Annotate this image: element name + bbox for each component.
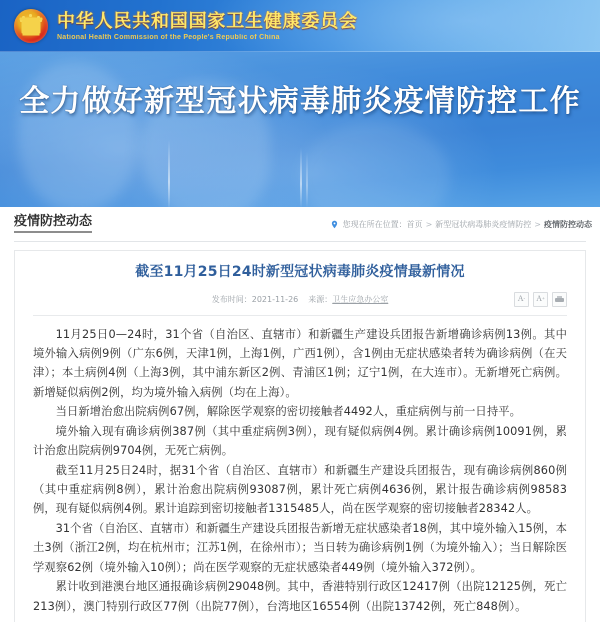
article-title: 截至11月25日24时新型冠状病毒肺炎疫情最新情况 [135,264,465,280]
font-decrease-button[interactable] [514,292,529,307]
organization-name-en: National Health Commission of the People's Republic of China [57,33,280,41]
article-paragraph: 累计收到港澳台地区通报确诊病例29048例。其中，香港特别行政区12417例（出院12125例，死亡213例），澳门特别行政区77例（出院77例），台湾地区16554例（出院13742例，死亡848例）。 [33,580,567,613]
article-paragraph: 11月25日0—24时，31个省（自治区、直辖市）和新疆生产建设兵团报告新增确诊病例13例。其中境外输入病例9例（广东6例，天津1例，上海1例，广西1例），含1例由无症状感染者转为确诊病例（在天津）；本土病例4例（上海3例，其中浦东新区2例、青浦区1例；辽宁1例，在大连市）。无新增死亡病例。新增疑似病例2例，均为境外输入病例（均在上海）。 [33,327,567,399]
breadcrumb [330,219,592,230]
breadcrumb-divider [14,241,586,242]
hero-banner [0,52,600,207]
breadcrumb-row [0,207,600,241]
publish-time-label: 发布时间： [211,295,252,305]
hero-light-streak [300,148,302,207]
section-title: 疫情防控动态 [14,215,92,233]
emblem-tiananmen [22,20,41,33]
site-masthead [0,0,600,52]
article-body [33,325,567,616]
font-decrease-sup: - [523,296,526,302]
breadcrumb-item-covid-control[interactable]: 新型冠状病毒肺炎疫情防控 [435,219,532,229]
source-link[interactable]: 卫生应急办公室 [332,295,389,305]
article-paragraph: 当日新增治愈出院病例67例，解除医学观察的密切接触者4492人，重症病例与前一日持平。 [55,405,522,419]
hero-light-streak [168,140,170,207]
printer-icon [555,296,564,303]
font-increase-label: A [536,294,542,304]
article-meta-row [33,292,567,308]
print-button[interactable] [552,292,567,307]
breadcrumb-item-current: 疫情防控动态 [544,219,592,229]
hero-background-shape [300,122,450,207]
article-paragraph: 31个省（自治区、直辖市）和新疆生产建设兵团报告新增无症状感染者18例，其中境外输入15例，本土3例（浙江2例，均在杭州市；江苏1例，在徐州市）；当日转为确诊病例1例（为境外输入）；当日解除医学观察62例（境外输入10例）；尚在医学观察的无症状感染者449例（境外输入372例）。 [33,521,567,574]
hero-title: 全力做好新型冠状病毒肺炎疫情防控工作 [19,84,581,119]
breadcrumb-separator: > [534,219,541,229]
article-tools [514,292,567,307]
publish-date: 2021-11-26 [251,295,299,305]
breadcrumb-separator: > [425,219,433,229]
masthead-text-block [57,12,358,41]
source-label: 来源： [308,295,333,305]
article-card [14,250,586,622]
article-meta [212,294,389,305]
font-decrease-label: A [517,294,524,304]
breadcrumb-item-home[interactable]: 首页 [406,219,423,229]
hero-light-streak [306,152,308,207]
national-emblem-icon [14,9,48,43]
font-increase-button[interactable] [533,292,548,307]
organization-name-cn: 中华人民共和国国家卫生健康委员会 [57,10,358,32]
breadcrumb-prefix: 您现在所在位置： [342,219,407,229]
article-header-divider [33,315,567,316]
article-paragraph: 境外输入现有确诊病例387例（其中重症病例3例），现有疑似病例4例。累计确诊病例10091例，累计治愈出院病例9704例，无死亡病例。 [33,424,567,458]
font-increase-sup: + [541,296,545,302]
location-pin-icon [330,220,339,229]
article-paragraph: 截至11月25日24时，据31个省（自治区、直辖市）和新疆生产建设兵团报告，现有确诊病例860例（其中重症病例8例），累计治愈出院病例93087例，累计死亡病例4636例，累计报告确诊病例98583例，现有疑似病例4例。累计追踪到密切接触者1315485人，尚在医学观察的密切接触者28342人。 [33,463,567,516]
